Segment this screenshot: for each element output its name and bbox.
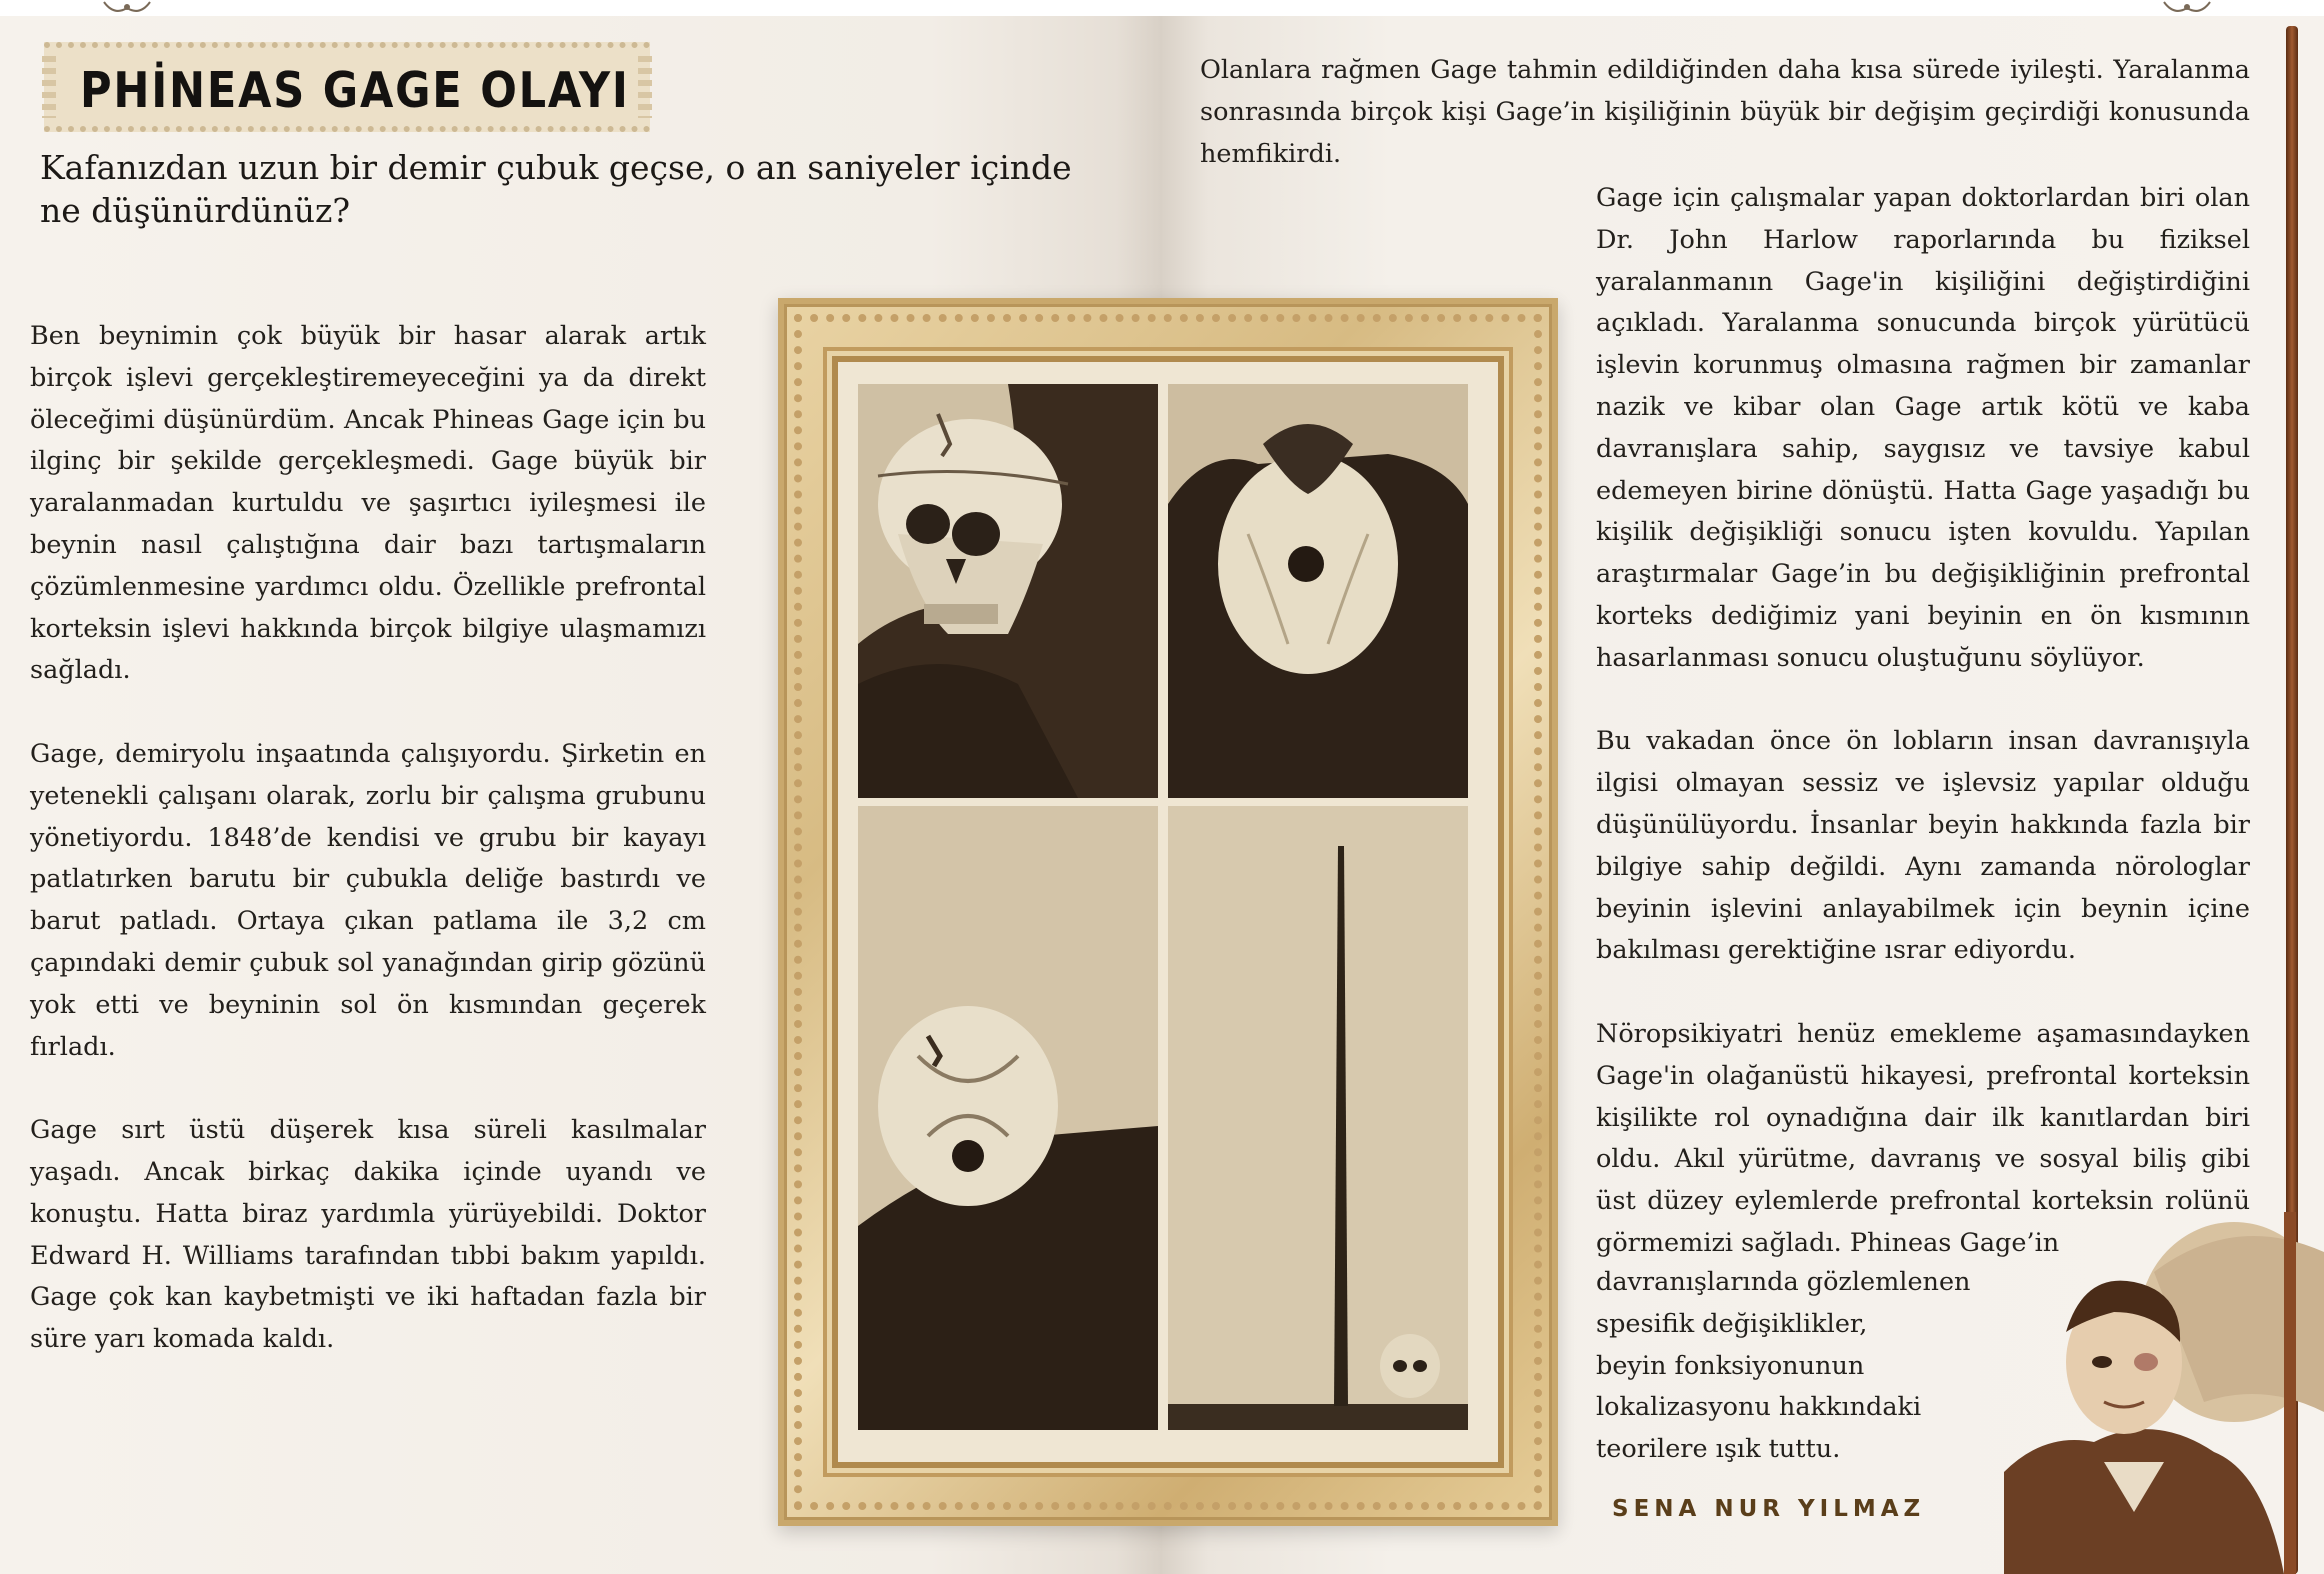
- corner-ornament-right-icon: [2160, 0, 2214, 20]
- left-column: [30, 316, 706, 1403]
- skull-interior-photo: [858, 806, 1158, 1430]
- page-title: PHİNEAS GAGE OLAYI: [80, 62, 630, 119]
- title-banner: [44, 42, 650, 132]
- paragraph: Gage sırt üstü düşerek kısa süreli kasılmalar yaşadı. Ancak birkaç dakika içinde uyandı ve konuştu. Hatta biraz yardımla yürüyebildi. Doktor Edward H. Williams tarafından tıbbi bakım yapıldı. Gage çok kan kaybetmişti ve iki haftadan fazla bir süre yarı komada kaldı.: [30, 1115, 706, 1355]
- top-strip: [0, 0, 2324, 16]
- author-name: SENA NUR YILMAZ: [1612, 1496, 1926, 1522]
- iron-rod-photo: [1168, 806, 1468, 1430]
- closing-line: spesifik değişiklikler,: [1596, 1308, 1868, 1339]
- paragraph: Gage, demiryolu inşaatında çalışıyordu. Şirketin en yetenekli çalışanı olarak, zorlu bir çalışma grubunu yönetiyordu. 1848’de kendisi ve grubu bir kayayı patlatırken barutu bir çubukla deliğe bastırdı ve barut patladı. Ortaya çıkan patlama ile 3,2 cm çapındaki demir çubuk sol yanağından girip gözünü yok etti ve beyninin sol ön kısmından geçerek fırladı.: [30, 738, 706, 1062]
- gage-portrait-illustration: [2004, 1212, 2324, 1574]
- skull-side-photo: [858, 384, 1158, 798]
- closing-line: beyin fonksiyonunun: [1596, 1350, 1865, 1381]
- paragraph: Gage için çalışmalar yapan doktorlardan biri olan Dr. John Harlow raporlarında bu fiziksel yaralanmanın Gage'in kişiliğini değiştirdiğini açıkladı. Yaralanma sonucunda birçok yürütücü işlevin korunmuş olmasına rağmen bir zamanlar nazik ve kibar olan Gage artık kötü ve kaba davranışlara sahip, saygısız ve tavsiye kabul edemeyen birine dönüştü. Hatta Gage yaşadığı bu kişilik değişikliği sonucu işten kovuldu. Yapılan araştırmalar Gage’in bu değişikliğinin prefrontal korteks dediğimiz yani beyinin en ön kısmının hasarlanması sonucu oluştuğunu söylüyor.: [1596, 183, 2250, 673]
- paragraph: Bu vakadan önce ön lobların insan davranışıyla ilgisi olmayan sessiz ve işlevsiz yapılar olduğu düşünülüyordu. İnsanlar beyin hakkında fazla bir bilgiye sahip değildi. Aynı zamanda nörologlar beyinin işlevini anlayabilmek için beynin içine bakılması gerektiğine ısrar ediyordu.: [1596, 726, 2250, 966]
- paragraph: Ben beynimin çok büyük bir hasar alarak artık birçok işlevi gerçekleştiremeyeceğini ya da direkt öleceğimi düşünürdüm. Ancak Phineas Gage için bu ilginç bir şekilde gerçekleşmedi. Gage büyük bir yaralanmadan kurtuldu ve şaşırtıcı iyileşmesi ile beynin nasıl çalıştığına dair bazı tartışmaların çözümlenmesine yardımcı oldu. Özellikle prefrontal korteksin işlevi hakkında birçok bilgiye ulaşmamızı sağladı.: [30, 321, 706, 686]
- lead-question: Kafanızdan uzun bir demir çubuk geçse, o an saniyeler içinde ne düşünürdünüz?: [40, 148, 1072, 230]
- right-top-paragraph: Olanlara rağmen Gage tahmin edildiğinden daha kısa sürede iyileşti. Yaralanma sonrasında birçok kişi Gage’in kişiliğinin büyük bir değişim geçirdiği konusunda hemfikirdi.: [1200, 55, 2250, 169]
- skull-bottom-photo: [1168, 384, 1468, 798]
- corner-ornament-left-icon: [100, 0, 154, 20]
- closing-line: lokalizasyonu hakkındaki: [1596, 1392, 1922, 1423]
- closing-line: davranışlarında gözlemlenen: [1596, 1267, 1971, 1297]
- right-column: [1596, 178, 2250, 1265]
- closing-line: teorilere ışık tuttu.: [1596, 1434, 1841, 1465]
- paragraph: Nöropsikiyatri henüz emekleme aşamasındayken Gage'in olağanüstü hikayesi, prefrontal korteksin kişilikte rol oynadığına dair ilk kanıtlardan biri oldu. Akıl yürütme, davranış ve sosyal biliş gibi üst düzey eylemlerde prefrontal korteksin rolünü görmemizi sağladı. Phineas Gage’in: [1596, 1018, 2250, 1258]
